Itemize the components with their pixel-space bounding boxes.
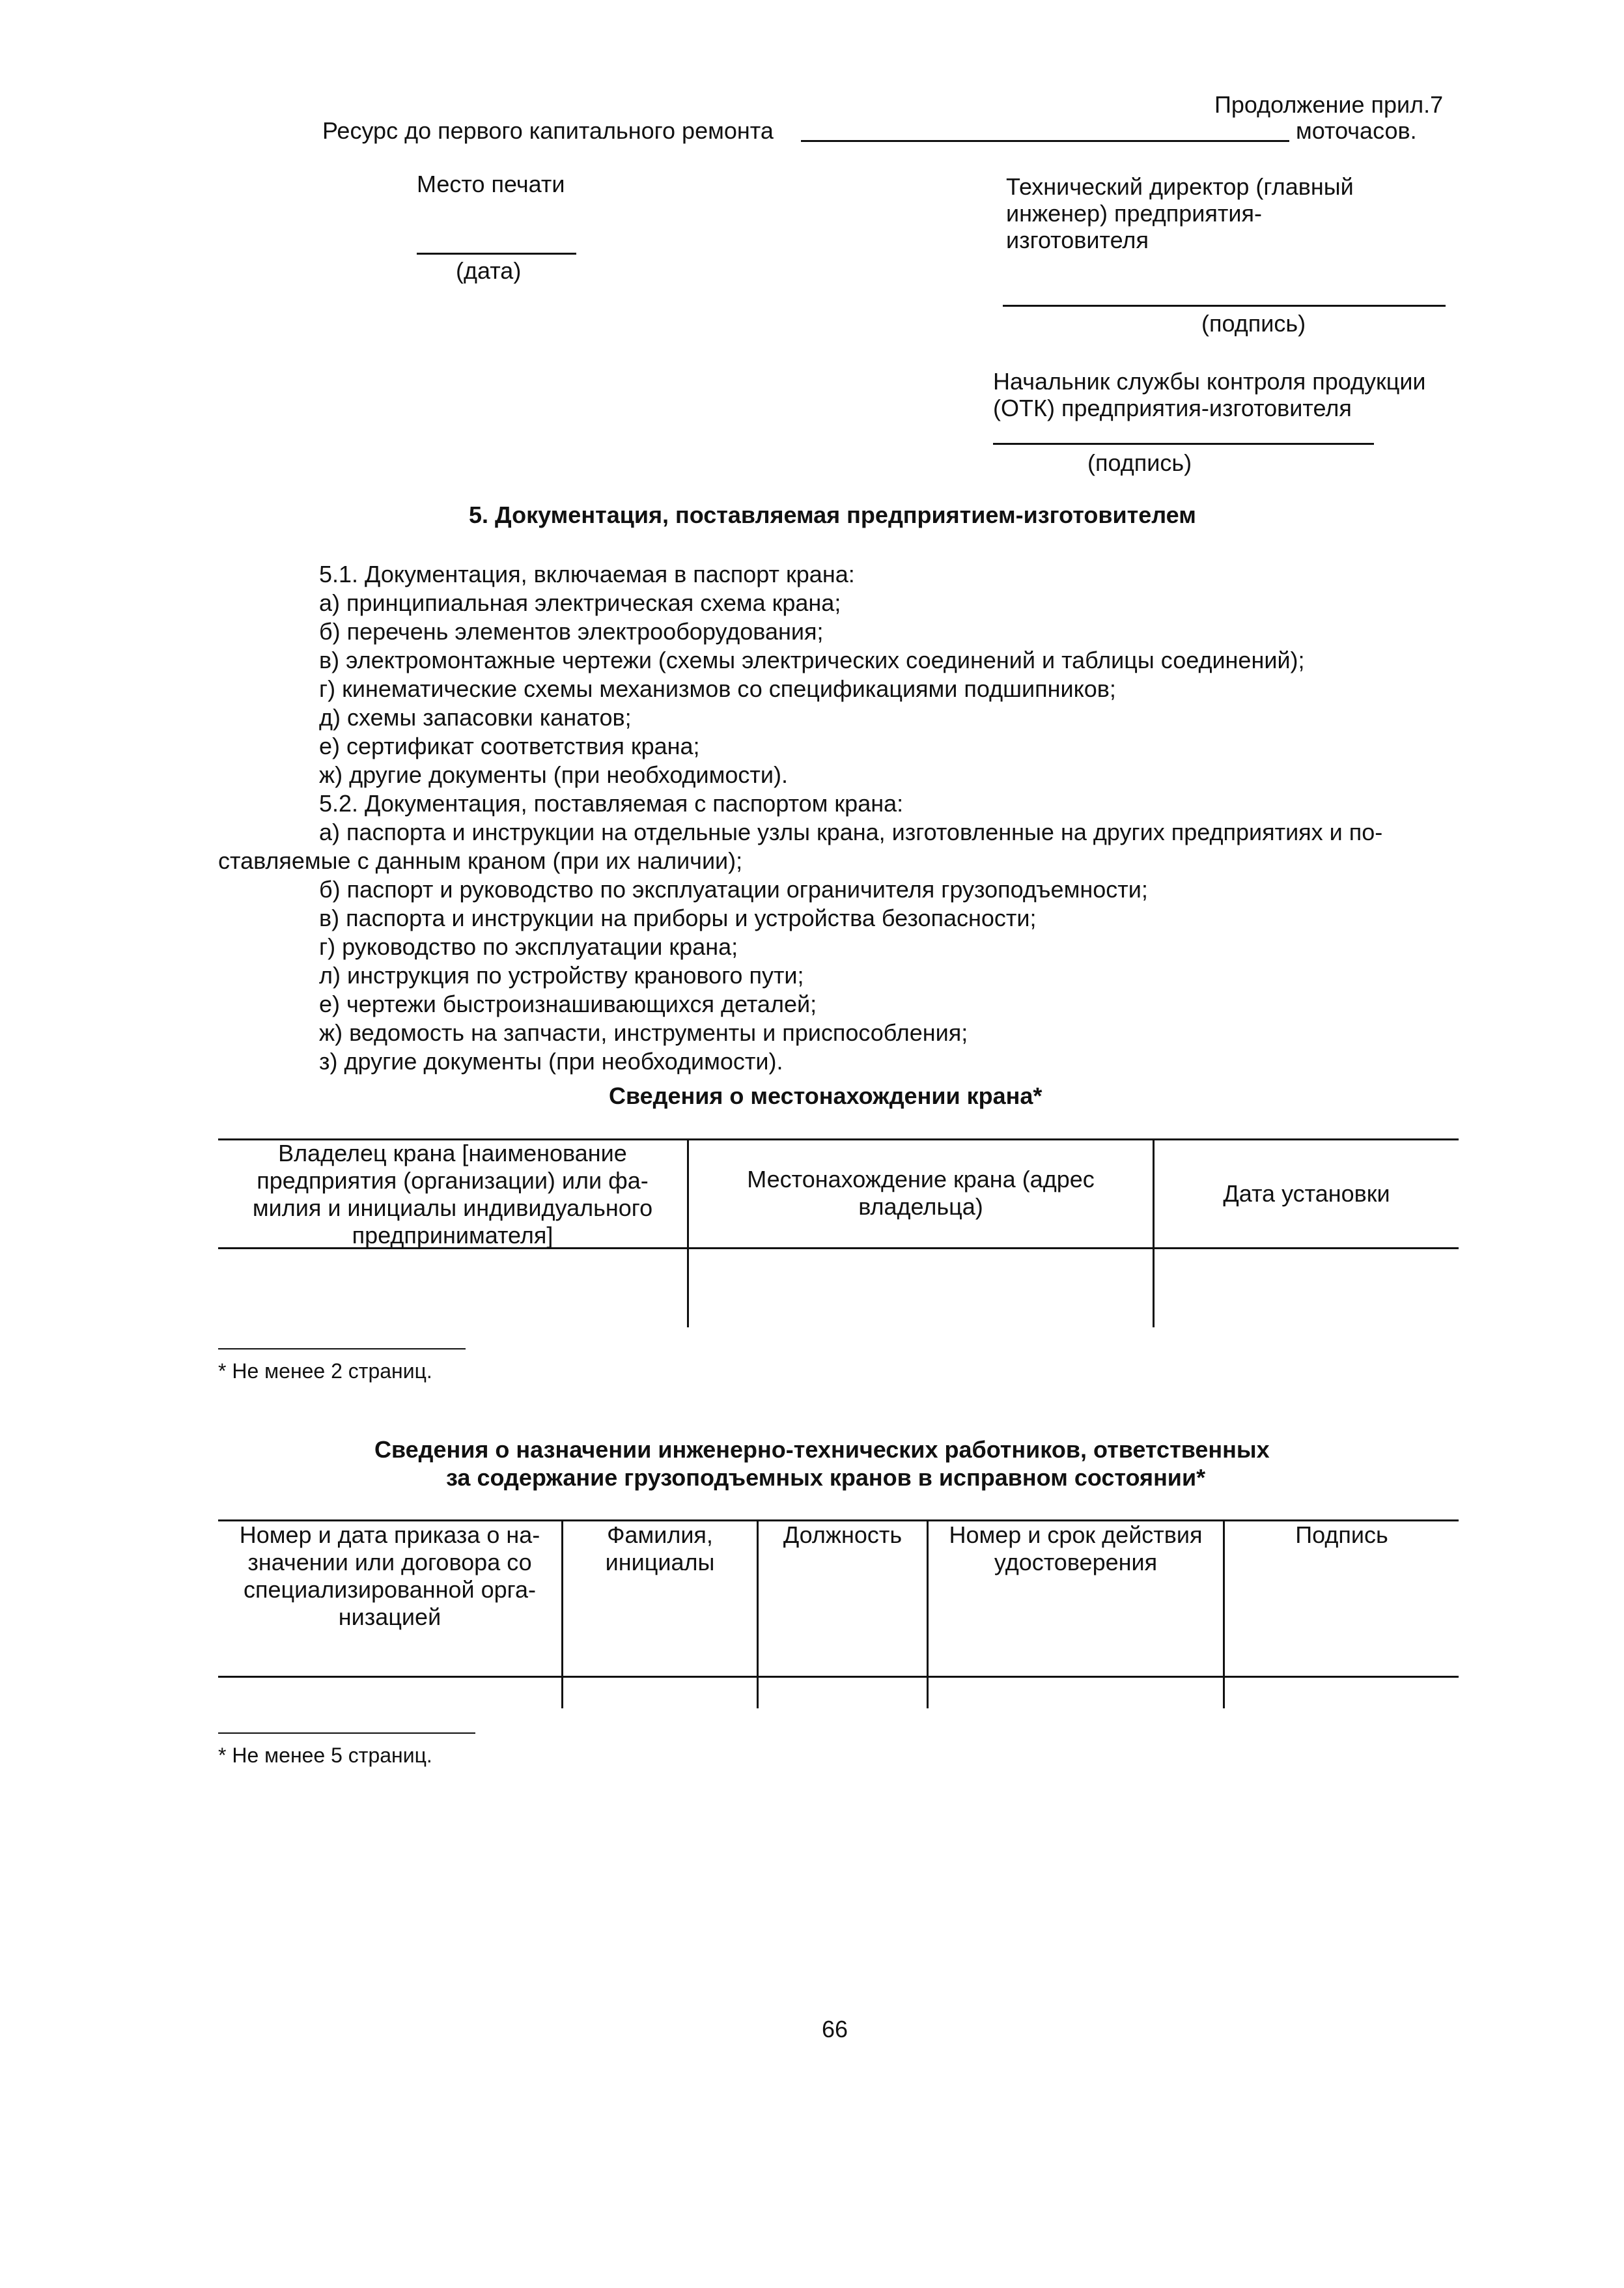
- resource-unit: моточасов.: [1296, 117, 1417, 144]
- section5-line: б) перечень элементов электрооборудования;: [319, 618, 824, 645]
- resource-label: Ресурс до первого капитального ремонта: [322, 117, 774, 144]
- stamp-place-label: Место печати: [417, 171, 565, 197]
- qc-head-line-2: (ОТК) предприятия-изготовителя: [993, 395, 1352, 421]
- section5-line: в) электромонтажные чертежи (схемы электрических соединений и таблицы соединений);: [319, 647, 1305, 673]
- location-table-title: Сведения о местонахождении крана*: [609, 1082, 1043, 1109]
- section5-line: г) кинематические схемы механизмов со спецификациями подшипников;: [319, 675, 1116, 702]
- section5-line: б) паспорт и руководство по эксплуатации ограничителя грузоподъемности;: [319, 876, 1148, 903]
- location-header-date: Дата установки: [1223, 1180, 1390, 1207]
- section5-line: л) инструкция по устройству кранового пути;: [319, 962, 804, 989]
- staff-table-title-line-2: за содержание грузоподъемных кранов в исправном состоянии*: [446, 1464, 1206, 1491]
- staff-header-order: Номер и дата приказа о на- значении или договора со специализированной орга- низацией: [239, 1521, 540, 1630]
- section5-line: а) принципиальная электрическая схема крана;: [319, 589, 841, 616]
- section5-line: 5.2. Документация, поставляемая с паспортом крана:: [319, 790, 904, 817]
- footnote-rule: [218, 1348, 466, 1349]
- signature-caption-2: (подпись): [1087, 449, 1192, 476]
- section5-title: 5. Документация, поставляемая предприятием-изготовителем: [469, 501, 1196, 528]
- staff-table-title-line-1: Сведения о назначении инженерно-технических работников, ответственных: [374, 1436, 1270, 1463]
- location-table-col-divider: [1153, 1138, 1155, 1327]
- section5-line: ж) ведомость на запчасти, инструменты и приспособления;: [319, 1019, 968, 1046]
- staff-header-name: Фамилия, инициалы: [605, 1521, 715, 1575]
- location-footnote: * Не менее 2 страниц.: [218, 1359, 432, 1383]
- location-header-owner: Владелец крана [наименование предприятия (организации) или фа- милия и инициалы индивидуального предпринимателя]: [252, 1140, 653, 1249]
- section5-line: а) паспорта и инструкции на отдельные узлы крана, изготовленные на других предприятиях и по-: [319, 819, 1383, 845]
- section5-line: г) руководство по эксплуатации крана;: [319, 933, 738, 960]
- section5-line-wrapped: ставляемые с данным краном (при их наличии);: [218, 847, 743, 874]
- date-caption: (дата): [456, 257, 522, 284]
- tech-director-line-1: Технический директор (главный: [1006, 173, 1354, 200]
- qc-head-line-1: Начальник службы контроля продукции: [993, 368, 1426, 395]
- tech-director-signature-line: [1003, 305, 1446, 307]
- section5-line: ж) другие документы (при необходимости).: [319, 761, 789, 788]
- section5-line: е) чертежи быстроизнашивающихся деталей;: [319, 991, 817, 1017]
- section5-line: в) паспорта и инструкции на приборы и устройства безопасности;: [319, 905, 1037, 931]
- section5-line: д) схемы запасовки канатов;: [319, 704, 632, 731]
- section5-line: з) другие документы (при необходимости).: [319, 1048, 783, 1075]
- date-line: [417, 253, 576, 255]
- page-number: 66: [822, 2016, 848, 2042]
- section5-line: е) сертификат соответствия крана;: [319, 733, 700, 759]
- signature-caption-1: (подпись): [1201, 310, 1306, 337]
- qc-head-signature-line: [993, 443, 1374, 445]
- staff-header-signature: Подпись: [1295, 1521, 1388, 1548]
- section5-body: [218, 560, 1452, 1076]
- tech-director-line-3: изготовителя: [1006, 227, 1149, 253]
- footnote-rule: [218, 1732, 475, 1734]
- location-header-address: Местонахождение крана (адрес владельца): [747, 1166, 1095, 1220]
- continuation-note: Продолжение прил.7: [1214, 91, 1444, 118]
- staff-footnote: * Не менее 5 страниц.: [218, 1744, 432, 1767]
- tech-director-line-2: инженер) предприятия-: [1006, 200, 1262, 227]
- section5-line: 5.1. Документация, включаемая в паспорт крана:: [319, 561, 855, 587]
- staff-table-header-border: [218, 1676, 1459, 1678]
- resource-blank-line: [801, 140, 1289, 142]
- staff-header-position: Должность: [783, 1521, 903, 1548]
- staff-header-certificate: Номер и срок действия удостоверения: [949, 1521, 1203, 1575]
